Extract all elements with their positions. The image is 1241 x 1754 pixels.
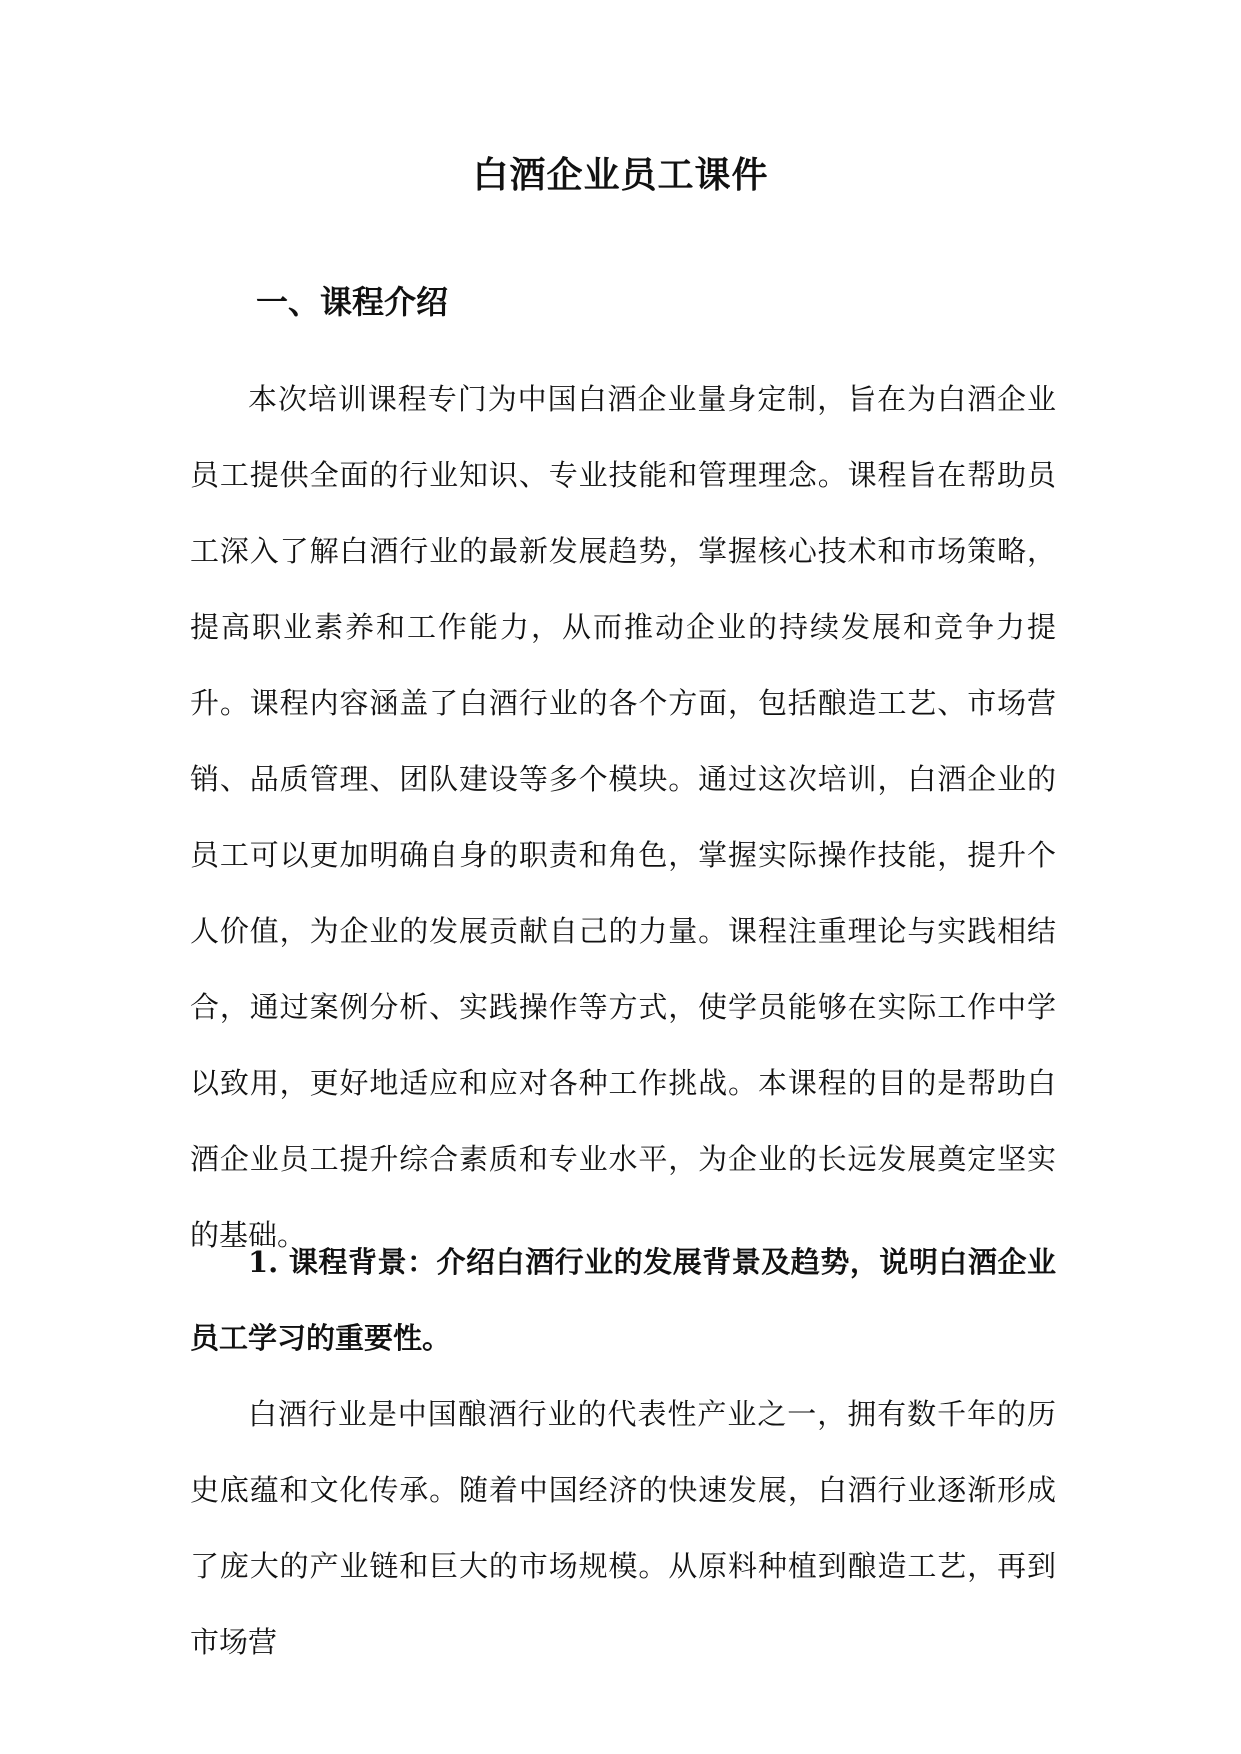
course-background-paragraph: 白酒行业是中国酿酒行业的代表性产业之一，拥有数千年的历史底蕴和文化传承。随着中国经济的快速发展，白酒行业逐渐形成了庞大的产业链和巨大的市场规模。从原料种植到酿造工艺，再到市场营	[190, 1397, 1056, 1659]
course-intro-paragraph: 本次培训课程专门为中国白酒企业量身定制，旨在为白酒企业员工提供全面的行业知识、专业技能和管理理念。课程旨在帮助员工深入了解白酒行业的最新发展趋势，掌握核心技术和市场策略，提高职业素养和工作能力，从而推动企业的持续发展和竞争力提升。课程内容涵盖了白酒行业的各个方面，包括酿造工艺、市场营销、品质管理、团队建设等多个模块。通过这次培训，白酒企业的员工可以更加明确自身的职责和角色，掌握实际操作技能，提升个人价值，为企业的发展贡献自己的力量。课程注重理论与实践相结合，通过案例分析、实践操作等方式，使学员能够在实际工作中学以致用，更好地适应和应对各种工作挑战。本课程的目的是帮助白酒企业员工提升综合素质和专业水平，为企业的长远发展奠定坚实的基础。	[190, 382, 1056, 1252]
subsection-heading-course-background: 1. 课程背景：介绍白酒行业的发展背景及趋势，说明白酒企业员工学习的重要性。	[190, 1245, 1056, 1355]
document-title: 白酒企业员工课件	[472, 154, 769, 196]
section-heading-course-intro: 一、课程介绍	[256, 283, 449, 321]
